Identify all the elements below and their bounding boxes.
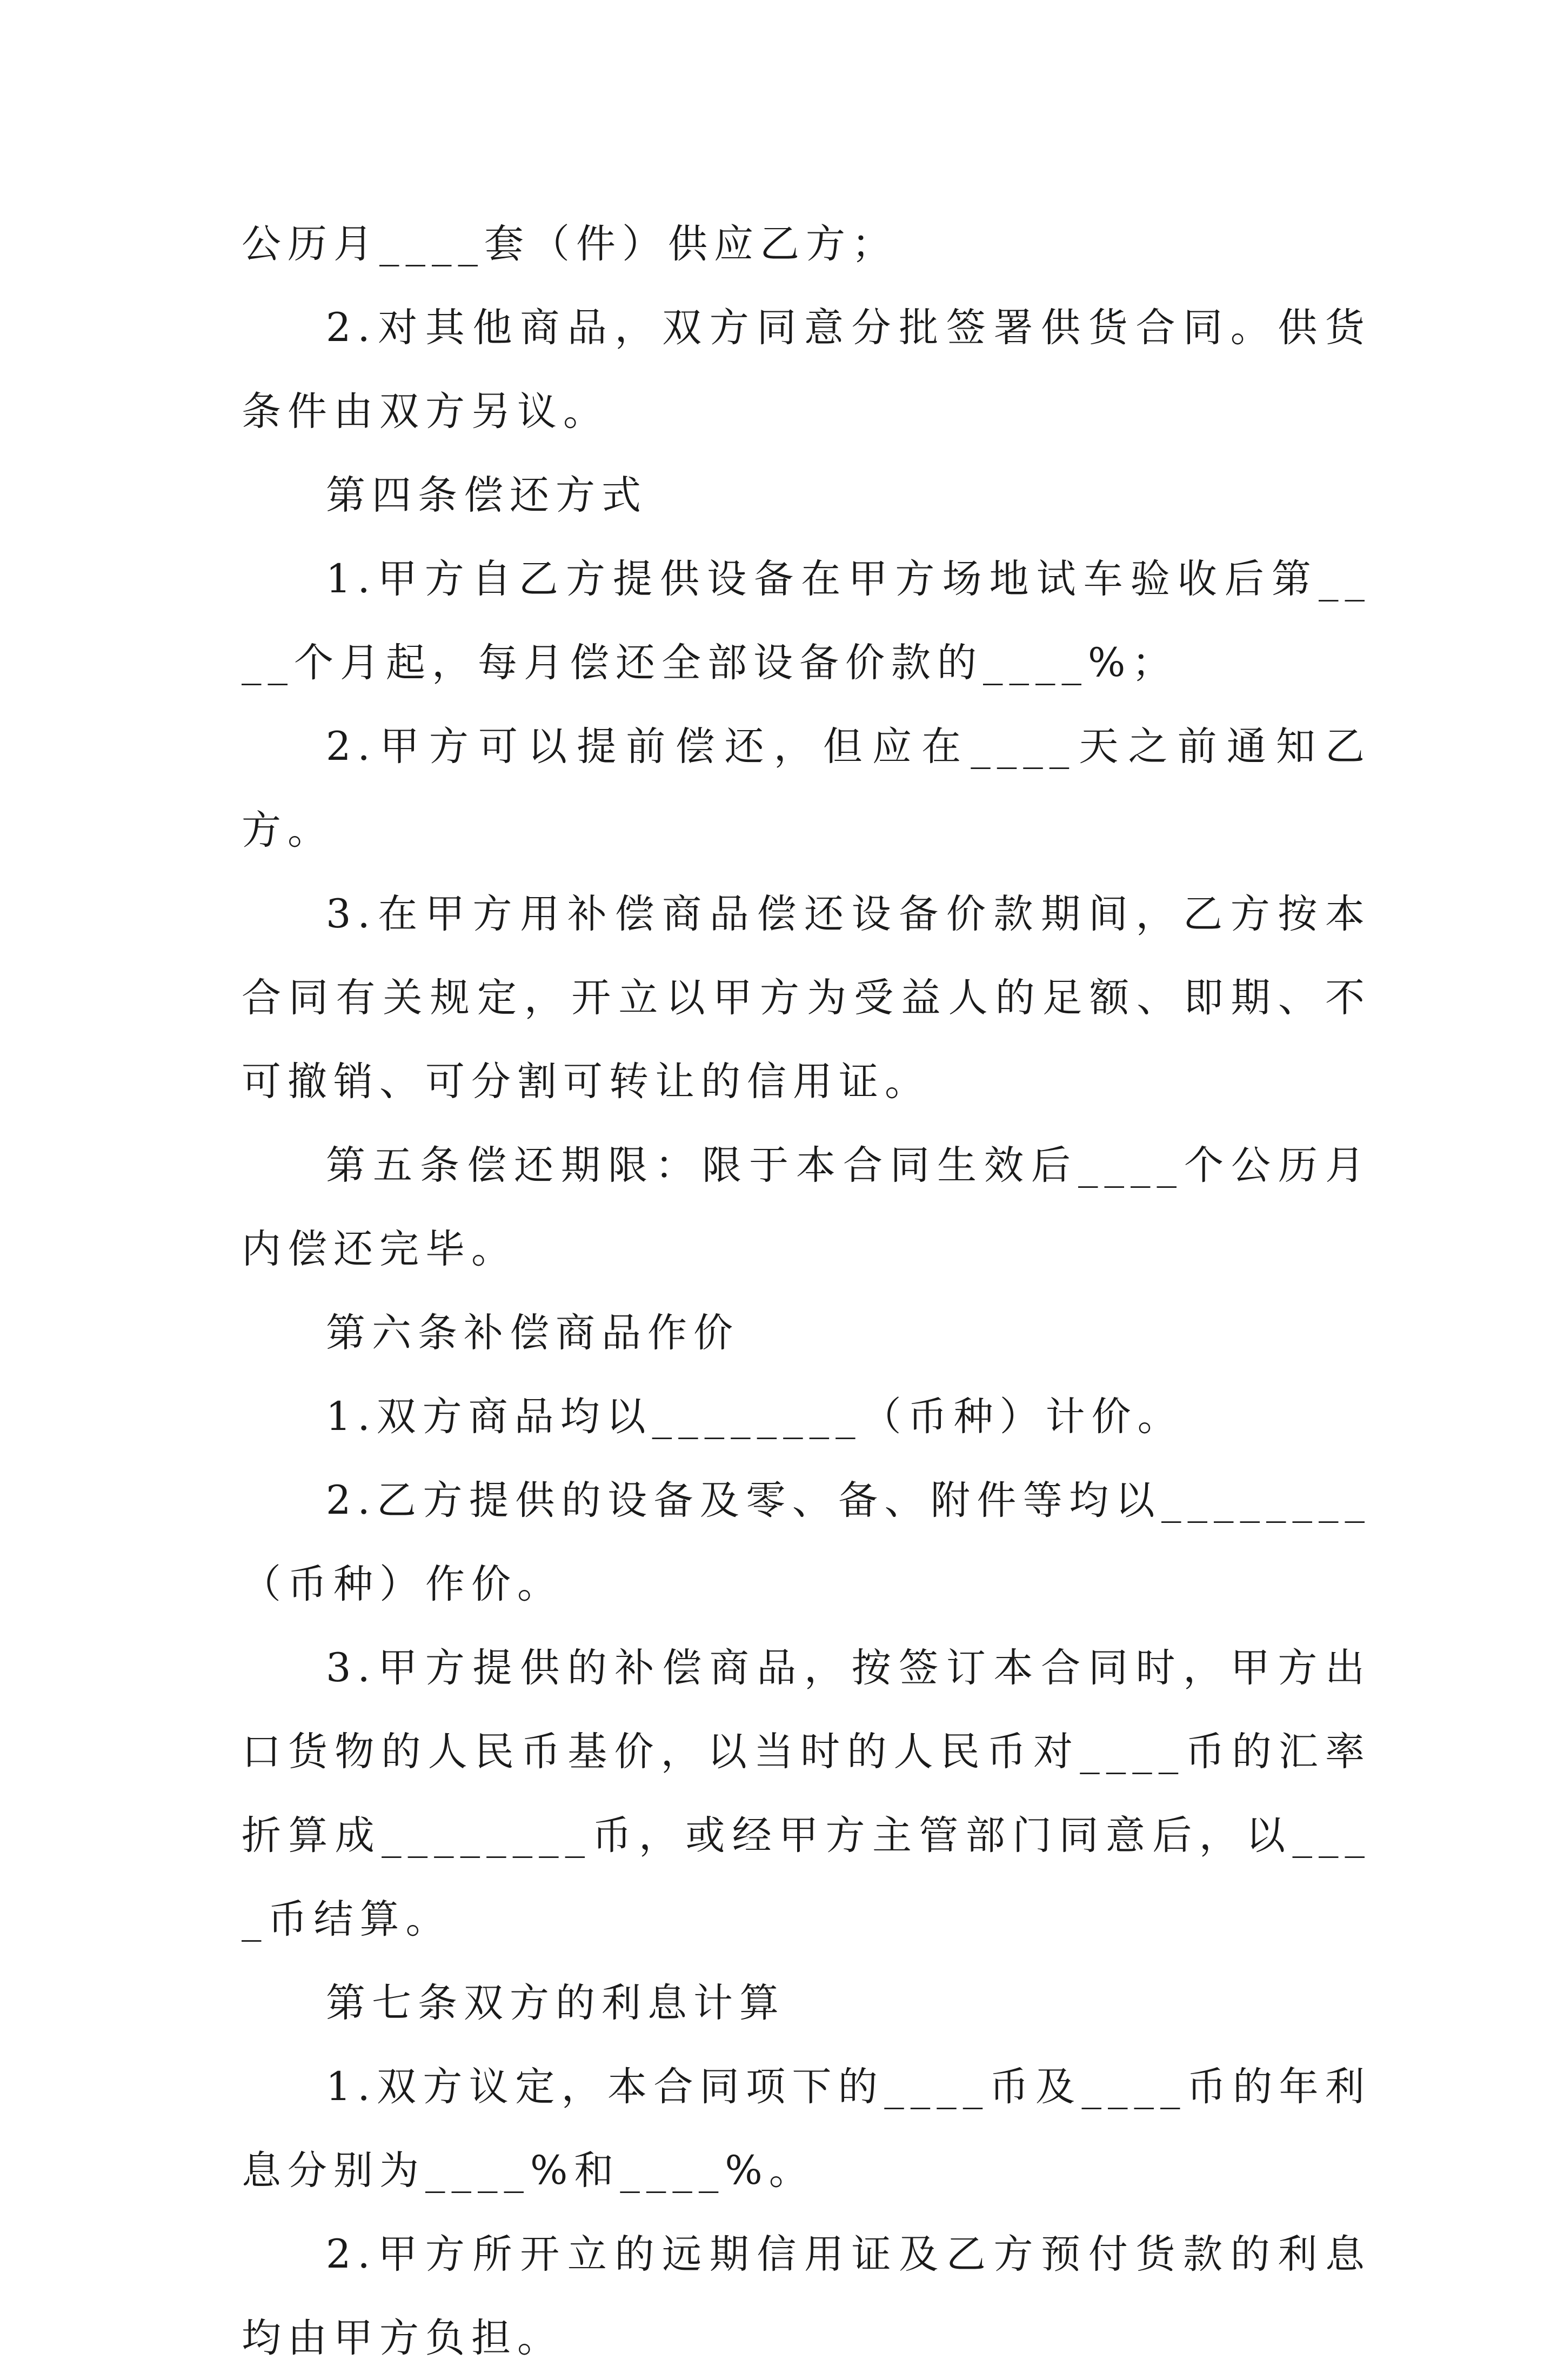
paragraph-2: 2.对其他商品，双方同意分批签署供货合同。供货条件由双方另议。 [242, 305, 1371, 434]
paragraph-5: 2.甲方可以提前偿还，但应在____天之前通知乙方。 [242, 724, 1371, 853]
article-5-paragraph: 第五条偿还期限：限于本合同生效后____个公历月内偿还完毕。 [242, 1142, 1371, 1272]
contract-body [242, 202, 1371, 2380]
paragraph-4: 1.甲方自乙方提供设备在甲方场地试车验收后第____个月起，每月偿还全部设备价款的____%； [242, 556, 1371, 686]
paragraph-6: 3.在甲方用补偿商品偿还设备价款期间，乙方按本合同有关规定，开立以甲方为受益人的足额、即期、不可撤销、可分割可转让的信用证。 [242, 891, 1371, 1105]
article-6-heading: 第六条补偿商品作价 [326, 1310, 739, 1356]
paragraph-13: 1.双方议定，本合同项下的____币及____币的年利息分别为____%和____%。 [242, 2064, 1371, 2194]
paragraph-14: 2.甲方所开立的远期信用证及乙方预付货款的利息均由甲方负担。 [242, 2231, 1371, 2361]
paragraph-1: 公历月____套（件）供应乙方； [242, 221, 898, 267]
article-4-heading: 第四条偿还方式 [326, 472, 647, 518]
paragraph-11: 3.甲方提供的补偿商品，按签订本合同时，甲方出口货物的人民币基价，以当时的人民币对____币的汇率折算成________币，或经甲方主管部门同意后，以____币结算。 [242, 1645, 1371, 1942]
paragraph-10: 2.乙方提供的设备及零、备、附件等均以________（币种）作价。 [242, 1478, 1371, 1607]
paragraph-9: 1.双方商品均以________（币种）计价。 [326, 1394, 1184, 1440]
article-7-heading: 第七条双方的利息计算 [326, 1980, 785, 2026]
